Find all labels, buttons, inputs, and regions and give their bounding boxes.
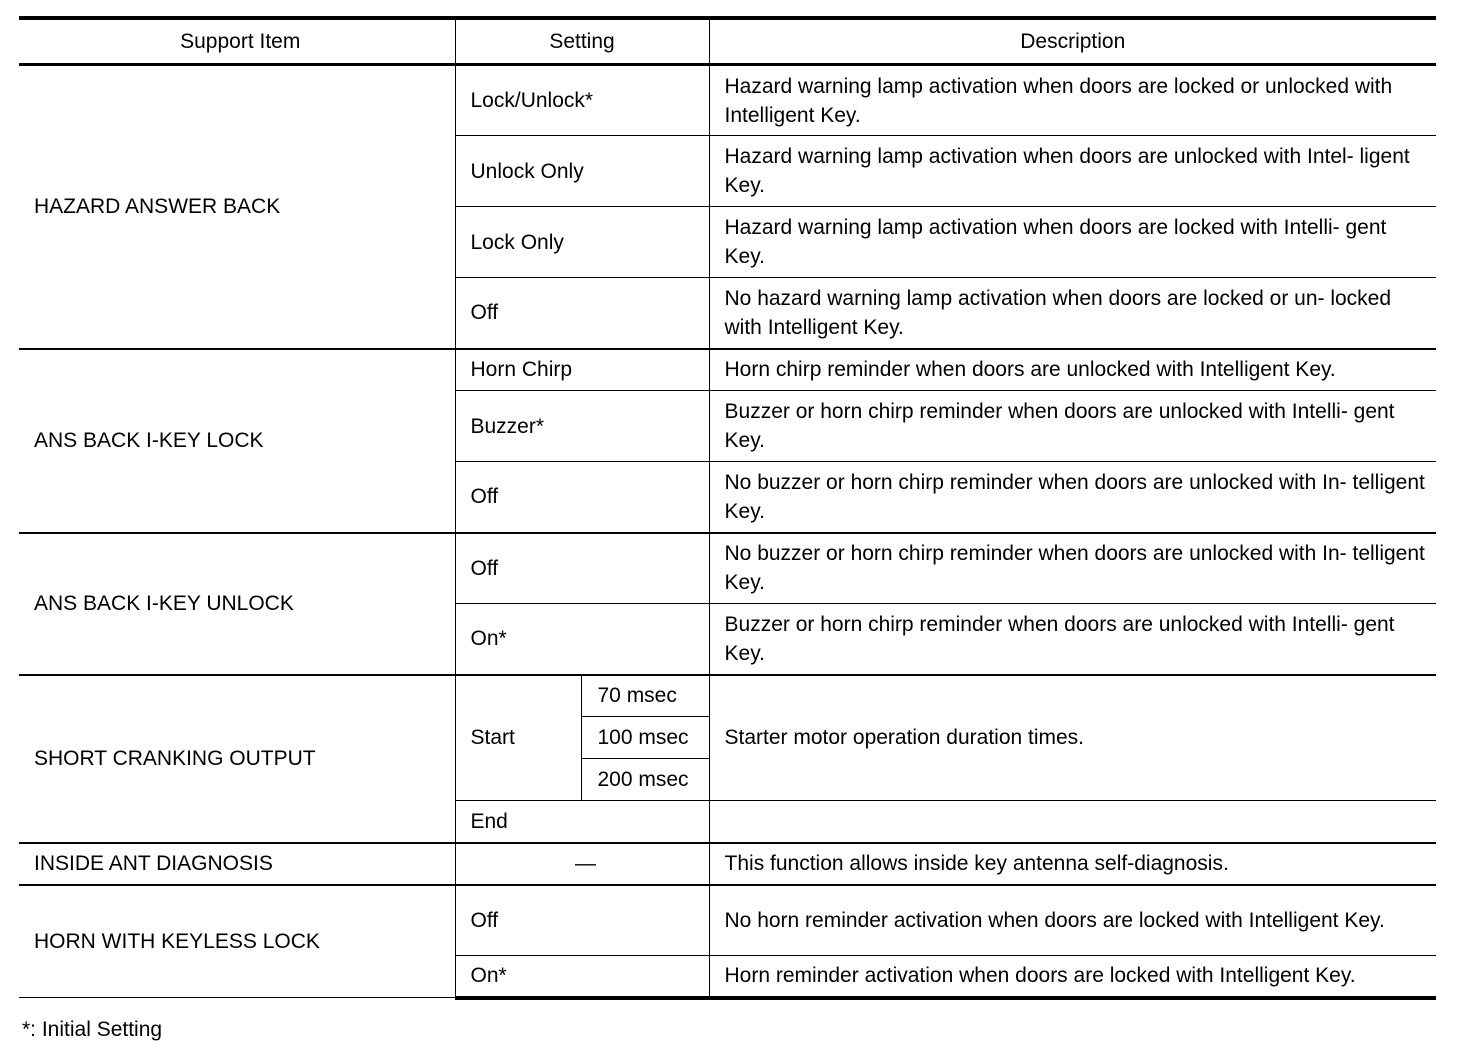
support-item-ans-back-i-key-unlock: ANS BACK I-KEY UNLOCK [19, 533, 455, 675]
support-item-table [19, 16, 1436, 1000]
setting-cell: Off [455, 462, 709, 533]
duration-cell: 200 msec [581, 759, 709, 801]
setting-cell: On* [455, 604, 709, 675]
table-row [19, 843, 1436, 885]
description-cell: No hazard warning lamp activation when doors are locked or un- locked with Intelligent Key. [709, 278, 1436, 349]
header-support-item: Support Item [19, 18, 455, 65]
description-cell: Horn chirp reminder when doors are unlocked with Intelligent Key. [709, 349, 1436, 391]
setting-cell: Off [455, 278, 709, 349]
setting-cell: Off [455, 533, 709, 604]
description-cell: No horn reminder activation when doors are locked with Intelligent Key. [709, 885, 1436, 956]
description-cell: Hazard warning lamp activation when doors are unlocked with Intel- ligent Key. [709, 136, 1436, 207]
support-item-hazard-answer-back: HAZARD ANSWER BACK [19, 65, 455, 349]
support-item-short-cranking-output: SHORT CRANKING OUTPUT [19, 675, 455, 843]
description-cell: Horn reminder activation when doors are locked with Intelligent Key. [709, 956, 1436, 998]
setting-cell-end: End [455, 801, 709, 843]
setting-cell: On* [455, 956, 709, 998]
table-header-row [19, 18, 1436, 65]
description-cell: Hazard warning lamp activation when doors are locked or unlocked with Intelligent Key. [709, 65, 1436, 136]
setting-cell: Off [455, 885, 709, 956]
duration-cell: 70 msec [581, 675, 709, 717]
description-cell: Hazard warning lamp activation when doors are locked with Intelli- gent Key. [709, 207, 1436, 278]
header-setting: Setting [455, 18, 709, 65]
support-item-horn-with-keyless-lock: HORN WITH KEYLESS LOCK [19, 885, 455, 998]
description-cell: Buzzer or horn chirp reminder when doors are unlocked with Intelli- gent Key. [709, 391, 1436, 462]
description-cell [709, 801, 1436, 843]
description-cell: Buzzer or horn chirp reminder when doors are unlocked with Intelli- gent Key. [709, 604, 1436, 675]
table-row [19, 65, 1436, 136]
table-row [19, 885, 1436, 956]
initial-setting-footnote: *: Initial Setting [22, 1018, 163, 1041]
setting-cell: Buzzer* [455, 391, 709, 462]
duration-cell: 100 msec [581, 717, 709, 759]
description-cell: Starter motor operation duration times. [709, 675, 1436, 801]
description-cell: No buzzer or horn chirp reminder when doors are unlocked with In- telligent Key. [709, 533, 1436, 604]
description-cell: This function allows inside key antenna self-diagnosis. [709, 843, 1436, 885]
table-row [19, 533, 1436, 604]
support-item-ans-back-i-key-lock: ANS BACK I-KEY LOCK [19, 349, 455, 533]
description-cell: No buzzer or horn chirp reminder when doors are unlocked with In- telligent Key. [709, 462, 1436, 533]
setting-cell-start: Start [455, 675, 581, 801]
setting-cell: Horn Chirp [455, 349, 709, 391]
setting-cell: Lock Only [455, 207, 709, 278]
setting-cell: Unlock Only [455, 136, 709, 207]
setting-cell: — [455, 843, 709, 885]
header-description: Description [709, 18, 1436, 65]
table-row [19, 675, 1436, 717]
support-item-inside-ant-diagnosis: INSIDE ANT DIAGNOSIS [19, 843, 455, 885]
setting-cell: Lock/Unlock* [455, 65, 709, 136]
table-row [19, 349, 1436, 391]
